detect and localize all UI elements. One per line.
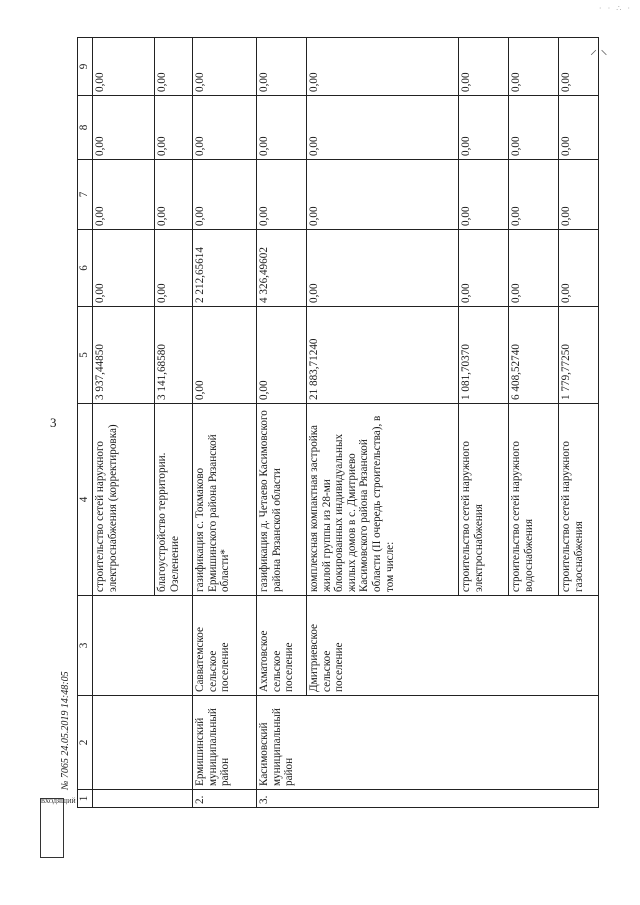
- header-cell: 2: [78, 696, 93, 790]
- value-col6: 4 326,49602: [257, 230, 307, 307]
- value-col9: 0,00: [559, 38, 599, 96]
- value-col7: 0,00: [509, 160, 559, 230]
- object-cell: строительство сетей наружного водоснабжения: [509, 404, 559, 596]
- budget-table: [77, 37, 599, 808]
- district-cell: Ермишинский муниципальный район: [193, 696, 257, 790]
- value-col8: 0,00: [93, 96, 155, 160]
- table-row: [93, 38, 155, 808]
- row-number: 3.: [257, 790, 599, 808]
- value-col5: 3 937,44850: [93, 307, 155, 404]
- value-col7: 0,00: [155, 160, 193, 230]
- value-col8: 0,00: [559, 96, 599, 160]
- object-cell: газификация с. Токмаково Ермишинского района Рязанской области*: [193, 404, 257, 596]
- value-col9: 0,00: [93, 38, 155, 96]
- value-col9: 0,00: [257, 38, 307, 96]
- page-number: 3: [50, 415, 57, 430]
- scan-noise: · · ∴ ·: [598, 4, 632, 13]
- value-col5: 3 141,68580: [155, 307, 193, 404]
- object-cell: комплексная компактная застройка жилой группы из 28-ми блокированных индивидуальных жилых домов в с. Дмитриево Касимовского района Рязанской области (II очередь строительства), в том числе:: [307, 404, 459, 596]
- value-col5: 0,00: [193, 307, 257, 404]
- value-col7: 0,00: [193, 160, 257, 230]
- table-row: [257, 38, 307, 808]
- header-cell: 6: [78, 230, 93, 307]
- value-col8: 0,00: [193, 96, 257, 160]
- table-row: [193, 38, 257, 808]
- district-cell: [93, 696, 193, 790]
- header-cell: 1: [78, 790, 93, 808]
- value-col8: 0,00: [509, 96, 559, 160]
- value-col5: 0,00: [257, 307, 307, 404]
- value-col6: 2 212,65614: [193, 230, 257, 307]
- doc-number: № 7065: [60, 758, 71, 790]
- value-col9: 0,00: [193, 38, 257, 96]
- stamp-label: ВХОДЯЩИЙ: [41, 799, 76, 805]
- settlement-cell: Дмитриевское сельское поселение: [307, 596, 599, 696]
- value-col8: 0,00: [155, 96, 193, 160]
- value-col6: 0,00: [559, 230, 599, 307]
- value-col9: 0,00: [459, 38, 509, 96]
- registration-stamp: [40, 798, 76, 858]
- value-col7: 0,00: [257, 160, 307, 230]
- header-cell: 3: [78, 596, 93, 696]
- value-col9: 0,00: [509, 38, 559, 96]
- object-cell: строительство сетей наружного электроснабжения (корректировка): [93, 404, 155, 596]
- footer-registration: [60, 671, 71, 790]
- object-cell: строительство сетей наружного электроснабжения: [459, 404, 509, 596]
- value-col7: 0,00: [459, 160, 509, 230]
- value-col6: 0,00: [459, 230, 509, 307]
- value-col7: 0,00: [559, 160, 599, 230]
- value-col6: 0,00: [93, 230, 155, 307]
- value-col7: 0,00: [93, 160, 155, 230]
- doc-datetime: 24.05.2019 14:48:05: [60, 671, 71, 756]
- header-cell: 9: [78, 38, 93, 96]
- value-col7: 0,00: [307, 160, 459, 230]
- header-cell: 5: [78, 307, 93, 404]
- settlement-cell: [93, 596, 193, 696]
- header-cell: 7: [78, 160, 93, 230]
- value-col6: 0,00: [307, 230, 459, 307]
- table-row: [307, 38, 459, 808]
- value-col5: 21 883,71240: [307, 307, 459, 404]
- district-cell: Касимовский муниципальный район: [257, 696, 599, 790]
- settlement-cell: Ахматовское сельское поселение: [257, 596, 307, 696]
- row-number: [93, 790, 193, 808]
- header-cell: 8: [78, 96, 93, 160]
- value-col5: 1 779,77250: [559, 307, 599, 404]
- settlement-cell: Савватемское сельское поселение: [193, 596, 257, 696]
- value-col9: 0,00: [155, 38, 193, 96]
- object-cell: газификация д. Четаево Касимовского района Рязанской области: [257, 404, 307, 596]
- value-col8: 0,00: [459, 96, 509, 160]
- value-col6: 0,00: [509, 230, 559, 307]
- header-cell: 4: [78, 404, 93, 596]
- value-col5: 1 081,70370: [459, 307, 509, 404]
- value-col9: 0,00: [307, 38, 459, 96]
- row-number: 2.: [193, 790, 257, 808]
- value-col8: 0,00: [257, 96, 307, 160]
- header-row: [78, 38, 93, 808]
- rotated-table-container: [77, 38, 585, 808]
- value-col5: 6 408,52740: [509, 307, 559, 404]
- object-cell: благоустройство территории. Озеленение: [155, 404, 193, 596]
- object-cell: строительство сетей наружного газоснабжения: [559, 404, 599, 596]
- value-col8: 0,00: [307, 96, 459, 160]
- scan-marks: ⸝ ⸜: [590, 43, 608, 58]
- value-col6: 0,00: [155, 230, 193, 307]
